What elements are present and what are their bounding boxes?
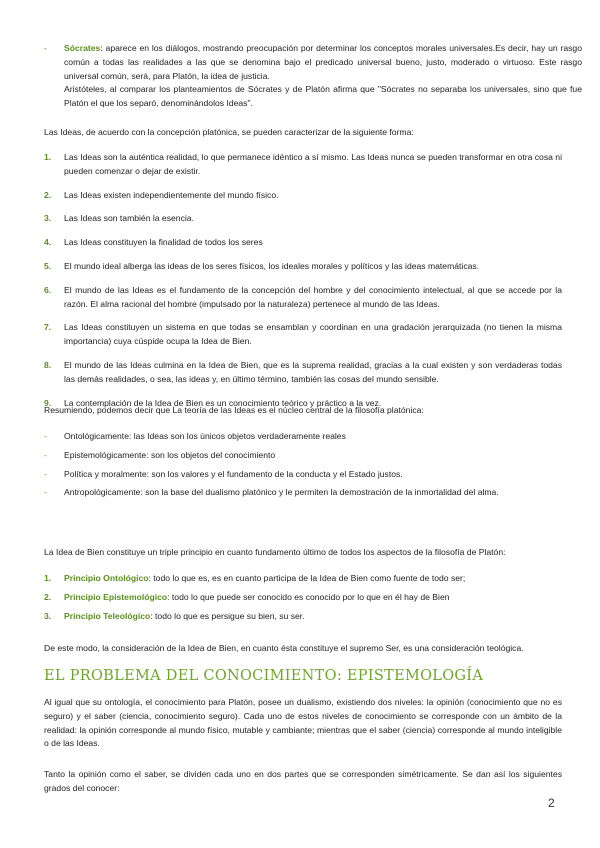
bullet-dash: - (44, 449, 47, 460)
list-item (44, 284, 562, 312)
list-number: 6. (44, 284, 52, 295)
list-number: 5. (44, 260, 52, 271)
principle-text: : todo lo que puede ser conocido es conocido por lo que en él hay de Bien (167, 591, 450, 602)
list-item (44, 321, 562, 349)
list-item (44, 212, 562, 226)
principle-term: Principio Epistemológico (64, 591, 168, 602)
list-item (44, 572, 562, 586)
ideas-list (44, 151, 562, 410)
bullet-text: : son los valores y el fundamento de la conducta y el Estado justos. (146, 468, 403, 479)
list-text: Las Ideas son también la esencia. (64, 213, 194, 224)
bullet-text: : las Ideas son los únicos objetos verdaderamente reales (128, 431, 346, 441)
bullet-dash: - (44, 487, 47, 498)
principle-text: : todo lo que es, es en cuanto participa de la Idea de Bien como fuente de todo ser; (148, 573, 466, 583)
section-heading: EL PROBLEMA DEL CONOCIMIENTO: EPISTEMOLOGÍA (44, 668, 484, 684)
bullet-text: : son la base del dualismo platónico y le permiten la demostración de la inmortalidad del alma. (140, 487, 499, 498)
principle-term: Principio Teleológico (64, 610, 151, 621)
list-item (44, 189, 562, 203)
principle-text: : todo lo que es persigue su bien, su ser. (150, 610, 305, 621)
bullet-term: Ontológicamente (64, 431, 129, 441)
list-text: El mundo ideal alberga las ideas de los seres físicos, los ideales morales y políticos y las ideas matemáticas. (64, 260, 480, 271)
socrates-bullet (44, 42, 582, 111)
list-number: 7. (44, 322, 52, 333)
list-item (44, 610, 562, 624)
grades-paragraph: Tanto la opinión como el saber, se dividen cada uno en dos partes que se corresponden simétricamente. Se dan así los siguientes grados del conocer: (44, 769, 562, 793)
list-item (44, 260, 562, 274)
list-number: 2. (44, 189, 52, 200)
list-text: Las Ideas constituyen la finalidad de todos los seres (64, 237, 263, 248)
bullet-dash: - (44, 43, 47, 53)
list-text: Las Ideas constituyen un sistema en que todas se ensamblan y coordinan en una gradación jerarquizada (no tienen la misma importancia) cuya cúspide ocupa la Idea de Bien. (64, 322, 562, 347)
bullet-note: Aristóteles, al comparar los planteamientos de Sócrates y de Platón afirma que "Sócrates no separaba los universales, sino que fue Platón el que los separó, denominándolos Ideas". (64, 84, 582, 109)
list-number: 3. (44, 610, 52, 621)
list-number: 9. (44, 397, 52, 408)
bullet-text: : son los objetos del conocimiento (146, 449, 276, 460)
bullet-term: Política y moralmente (64, 468, 147, 479)
list-item (44, 591, 562, 605)
summary-intro: Resumiendo, podemos decir que La teoría de las Ideas es el núcleo central de la filosofía platónica: (44, 405, 424, 415)
principle-term: Principio Ontológico (64, 573, 149, 583)
principles-list (44, 572, 562, 628)
bullet-term: Sócrates (64, 43, 101, 53)
bullet-term: Antropológicamente (64, 487, 141, 498)
list-number: 3. (44, 213, 52, 224)
list-item (44, 236, 562, 250)
list-item (44, 468, 562, 482)
page-number: 2 (548, 796, 555, 810)
bullet-text: : aparece en los diálogos, mostrando preocupación por determinar los conceptos morales universales.Es decir, hay un rasgo común a todas las realidades a las que se denomina bajo el predicado universal bueno, justo, moderado o virtuoso. Este rasgo universal común, será, para Platón, la idea de justicia. (64, 43, 582, 81)
list-number: 8. (44, 359, 52, 370)
bullet-dash: - (44, 431, 47, 441)
list-item (44, 151, 562, 179)
list-text: La contemplación de la Idea de Bien es un conocimiento teórico y práctico a la vez. (64, 397, 382, 408)
list-item (44, 486, 562, 500)
ideas-intro: Las Ideas, de acuerdo con la concepción platónica, se pueden caracterizar de la siguiente forma: (44, 127, 414, 137)
bullet-term: Epistemológicamente (64, 449, 147, 460)
list-number: 2. (44, 591, 52, 602)
conclusion: De este modo, la consideración de la Idea de Bien, en cuanto ésta constituye el supremo Ser, es una consideración teológica. (44, 643, 524, 653)
list-text: Las Ideas son la auténtica realidad, lo que permanece idéntico a sí mismo. Las Ideas nunca se pueden transformar en otra cosa ni pueden comenzar o dejar de existir. (64, 152, 562, 176)
list-text: El mundo de las Ideas es el fundamento de la concepción del hombre y del conocimiento intelectual, al que se accede por la razón. El alma racional del hombre (impulsado por la naturaleza) pertenece al mundo de las Ideas. (64, 284, 562, 309)
list-item (44, 449, 562, 463)
bullet-dash: - (44, 468, 47, 479)
list-number: 1. (44, 573, 52, 583)
list-item (44, 359, 562, 387)
list-text: Las Ideas existen independientemente del mundo físico. (64, 189, 279, 200)
summary-list (44, 430, 562, 505)
knowledge-paragraph: Al igual que su ontología, el conocimiento para Platón, posee un dualismo, existiendo dos niveles: la opinión (conocimiento que no es seguro) y el saber (ciencia, conocimiento seguro). Cada uno de estos niveles de conocimiento se corresponde con un ámbito de la realidad: la opinión corresponde al mundo físico, mutable y cambiante; mientras que el saber (ciencia) corresponde al mundo inteligible o de las Ideas. (44, 697, 562, 749)
list-text: El mundo de las Ideas culmina en la Idea de Bien, que es la suprema realidad, gracias a la cual existen y son verdaderas todas las demás realidades, o sea, las ideas y, en último término, también las cosas del mundo sensible. (64, 359, 562, 384)
list-number: 1. (44, 152, 52, 162)
list-number: 4. (44, 237, 52, 248)
bien-intro: La Idea de Bien constituye un triple principio en cuanto fundamento último de todos los aspectos de la filosofía de Platón: (44, 547, 506, 557)
list-item (44, 430, 562, 444)
